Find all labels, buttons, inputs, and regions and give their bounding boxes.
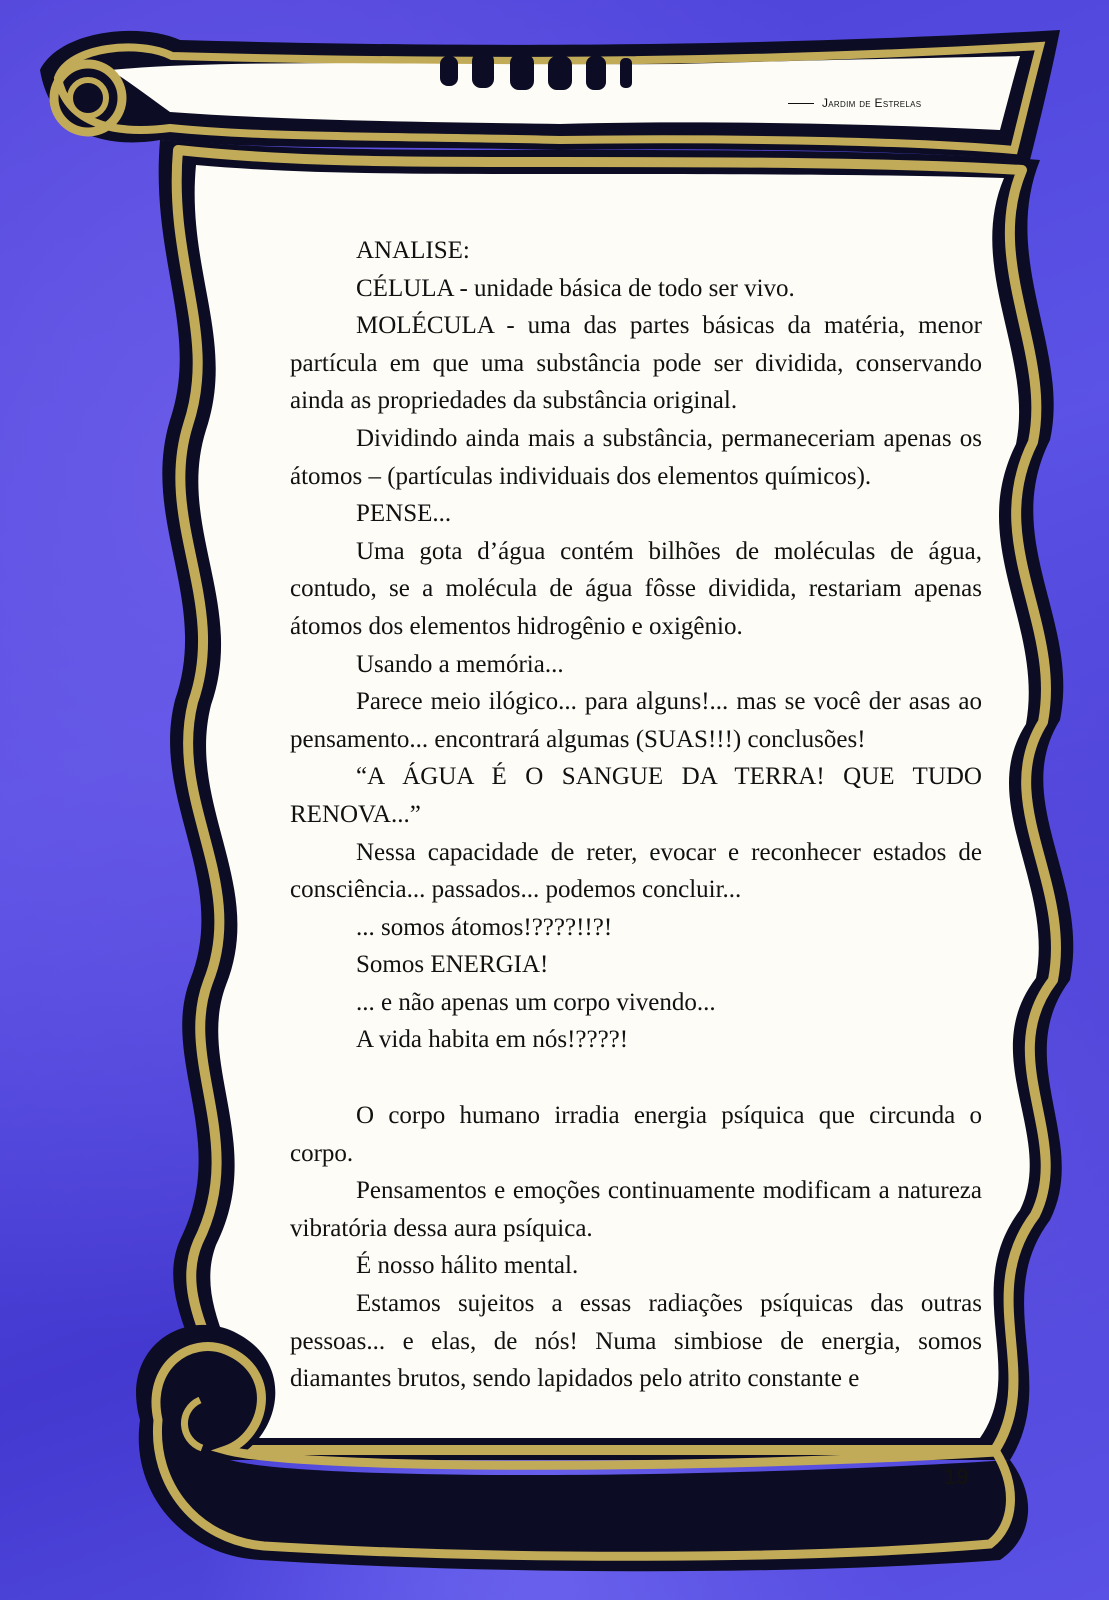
body-paragraph: PENSE... — [356, 500, 452, 528]
body-paragraph: ANALISE: — [356, 237, 470, 264]
running-title: Jardim de Estrelas — [822, 96, 922, 110]
body-paragraph: Usando a memória... — [356, 650, 564, 678]
page-number: 19 — [944, 1464, 969, 1489]
header-rule — [788, 103, 814, 104]
body-paragraph: Parece meio ilógico... para alguns!... mas se você der asas ao pensamento... encontrará algumas (SUAS!!!) conclusões! — [290, 688, 982, 753]
body-paragraph: CÉLULA - unidade básica de todo ser vivo. — [356, 274, 795, 302]
running-header — [788, 96, 988, 110]
body-paragraph: “A ÁGUA É O SANGUE DA TERRA! QUE TUDO RENOVA...” — [290, 763, 982, 828]
body-paragraph: Estamos sujeitos a essas radiações psíquicas das outras pessoas... e elas, de nós! Numa simbiose de energia, somos diamantes brutos, sendo lapidados pelo atrito constante e — [290, 1290, 982, 1393]
body-paragraph: É nosso hálito mental. — [356, 1252, 579, 1280]
page-body — [290, 232, 982, 1398]
paragraph-gap — [290, 1059, 982, 1097]
body-paragraph: Uma gota d’água contém bilhões de moléculas de água, contudo, se a molécula de água fôsse dividida, restariam apenas átomos dos elementos hidrogênio e oxigênio. — [290, 537, 982, 640]
body-paragraph: Somos ENERGIA! — [356, 951, 549, 979]
body-paragraph: A vida habita em nós!????! — [356, 1026, 629, 1054]
body-paragraph: ... e não apenas um corpo vivendo... — [356, 988, 716, 1016]
body-paragraph: ... somos átomos!????!!?! — [356, 913, 613, 941]
body-paragraph: Nessa capacidade de reter, evocar e reconhecer estados de consciência... passados... podemos concluir... — [290, 838, 982, 904]
body-paragraph: Pensamentos e emoções continuamente modificam a natureza vibratória dessa aura psíquica. — [290, 1177, 982, 1242]
body-paragraph: Dividindo ainda mais a substância, permaneceriam apenas os átomos – (partículas individuais dos elementos químicos). — [290, 424, 982, 490]
body-paragraph: MOLÉCULA - uma das partes básicas da matéria, menor partícula em que uma substância pode ser dividida, conservando ainda as propriedades da substância original. — [290, 312, 982, 415]
body-paragraph: O corpo humano irradia energia psíquica que circunda o corpo. — [290, 1102, 982, 1167]
